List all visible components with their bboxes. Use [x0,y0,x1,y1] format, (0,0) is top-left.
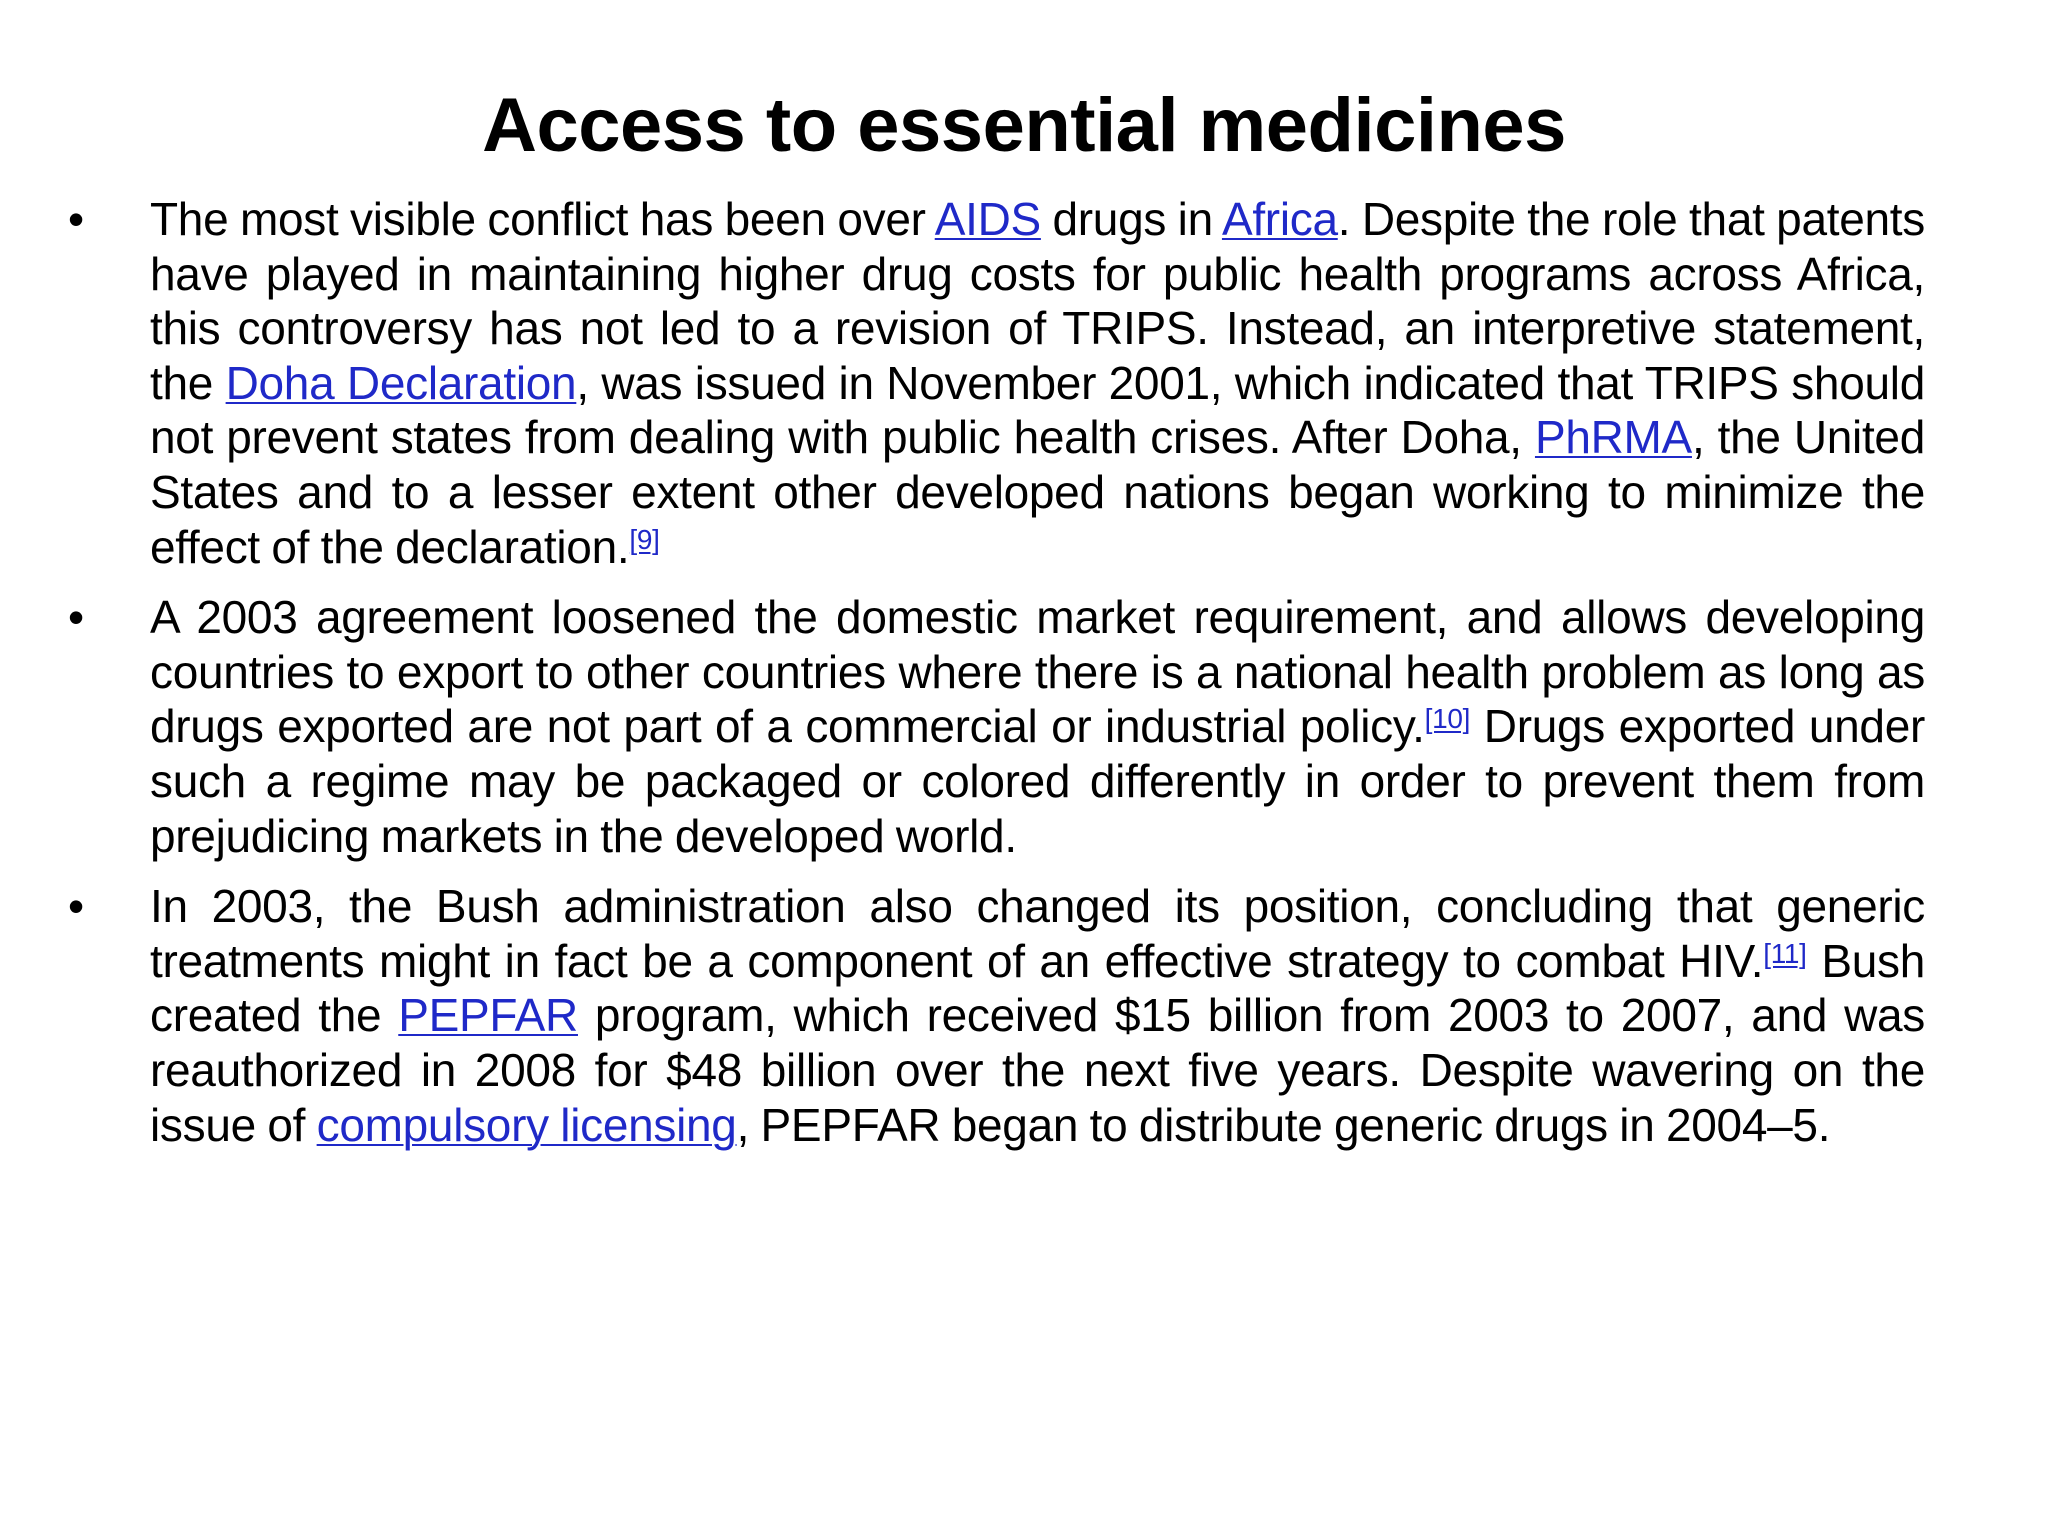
link-aids[interactable]: AIDS [934,193,1041,245]
reference-link-9[interactable]: [9] [629,523,660,555]
text-span: . Despite the role that patents have played in maintaining higher drug costs for public health programs across Africa, this controversy has not led to a revision of TRIPS. Instead, an interpretive statement, the [150,193,1925,409]
bullet-item-3 [0,879,1925,1152]
text-span: Bush created the [150,934,1925,1042]
bullet-item-2 [0,590,1925,863]
link-phrma[interactable]: PhRMA [1534,411,1692,464]
slide-title: Access to essential medicines [482,83,1566,168]
link-doha-declaration[interactable]: Doha Declaration [225,356,577,409]
text-span: program, which received $15 billion from 2003 to 2007, and was reauthorized in 2008 for $48 billion over the next five years. Despite wavering on the issue of [150,989,1925,1151]
reference-superscript [629,524,659,555]
reference-link-11[interactable]: [11] [1763,937,1807,969]
link-compulsory-licensing[interactable]: compulsory licensing [316,1098,737,1151]
bullet-dot-icon: • [68,591,85,644]
bullet-item-1 [0,192,1925,574]
link-pepfar[interactable]: PEPFAR [398,989,578,1042]
bullet-text-2 [150,590,1925,863]
text-span: , PEPFAR began to distribute generic drugs in 2004–5. [736,1098,1831,1151]
text-span: , was issued in November 2001, which indicated that TRIPS should not prevent states from dealing with public health crises. After Doha, [150,356,1925,464]
bullet-text-1 [150,192,1925,574]
reference-superscript [1425,703,1471,734]
link-africa[interactable]: Africa [1221,193,1338,245]
bullet-list [0,192,2048,1168]
text-span: The most visible conflict has been over [150,193,935,245]
bullet-dot-icon: • [68,193,85,245]
reference-superscript [1763,938,1806,969]
text-span: drugs in [1040,193,1222,245]
text-span: , the United States and to a lesser extent other developed nations began working to minimize the effect of the declaration. [150,411,1925,573]
text-span: In 2003, the Bush administration also changed its position, concluding that generic treatments might in fact be a component of an effective strategy to combat HIV. [150,880,1925,987]
reference-link-10[interactable]: [10] [1424,703,1471,735]
bullet-dot-icon: • [68,880,85,933]
text-span: A 2003 agreement loosened the domestic market requirement, and allows developing countries to export to other countries where there is a national health problem as long as drugs exported are not part of a commercial or industrial policy. [150,591,1925,753]
text-span: Drugs exported under such a regime may be packaged or colored differently in order to prevent them from prejudicing markets in the developed world. [150,700,1925,862]
bullet-text-3 [150,879,1925,1152]
